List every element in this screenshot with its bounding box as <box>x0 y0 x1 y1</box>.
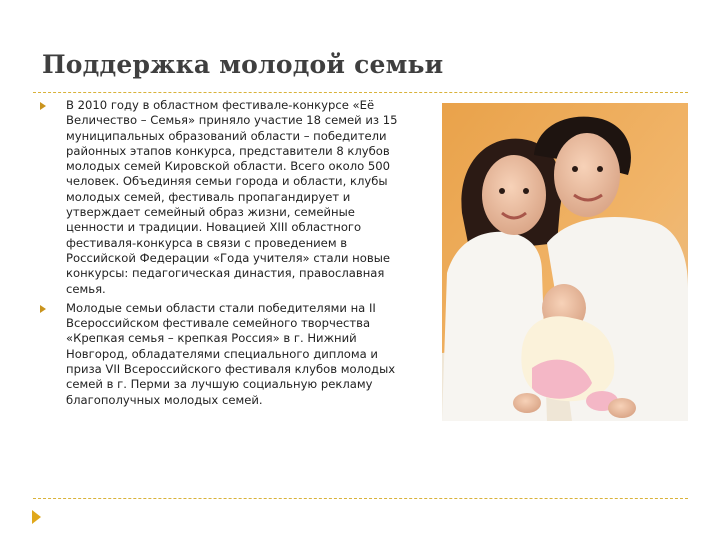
bottom-divider <box>33 498 688 499</box>
bullet-item <box>40 98 410 297</box>
bullet-text: Молодые семьи области стали победителями на II Всероссийском фестивале семейного творчества «Крепкая семья – крепкая Россия» в г. Нижний Новгород, обладателями специального диплома и приза VII Всероссийского фестиваля клубов молодых семей в г. Перми за лучшую социальную рекламу благополучных молодых семей. <box>66 300 396 407</box>
family-photo <box>442 103 688 421</box>
bullet-item <box>40 301 410 408</box>
triangle-marker-icon <box>32 510 41 524</box>
triangle-bullet-icon <box>40 102 46 110</box>
bullet-list <box>40 98 410 412</box>
triangle-bullet-icon <box>40 305 46 313</box>
slide-title: Поддержка молодой семьи <box>42 50 444 79</box>
title-divider <box>33 92 688 93</box>
bullet-text: В 2010 году в областном фестивале-конкурсе «Её Величество – Семья» приняло участие 18 семей из 15 муниципальных образований области – победители районных этапов конкурса, представители 8 клубов молодых семей Кировской области. Всего около 500 человек. Объединяя семьи города и области, клубы молодых семей, фестиваль пропагандирует и утверждает семейный образ жизни, семейные ценности и традиции. Новацией XIII областного фестиваля-конкурса в связи с проведением в Российской Федерации «Года учителя» стали новые конкурсы: педагогическая династия, православная семья. <box>66 98 398 296</box>
